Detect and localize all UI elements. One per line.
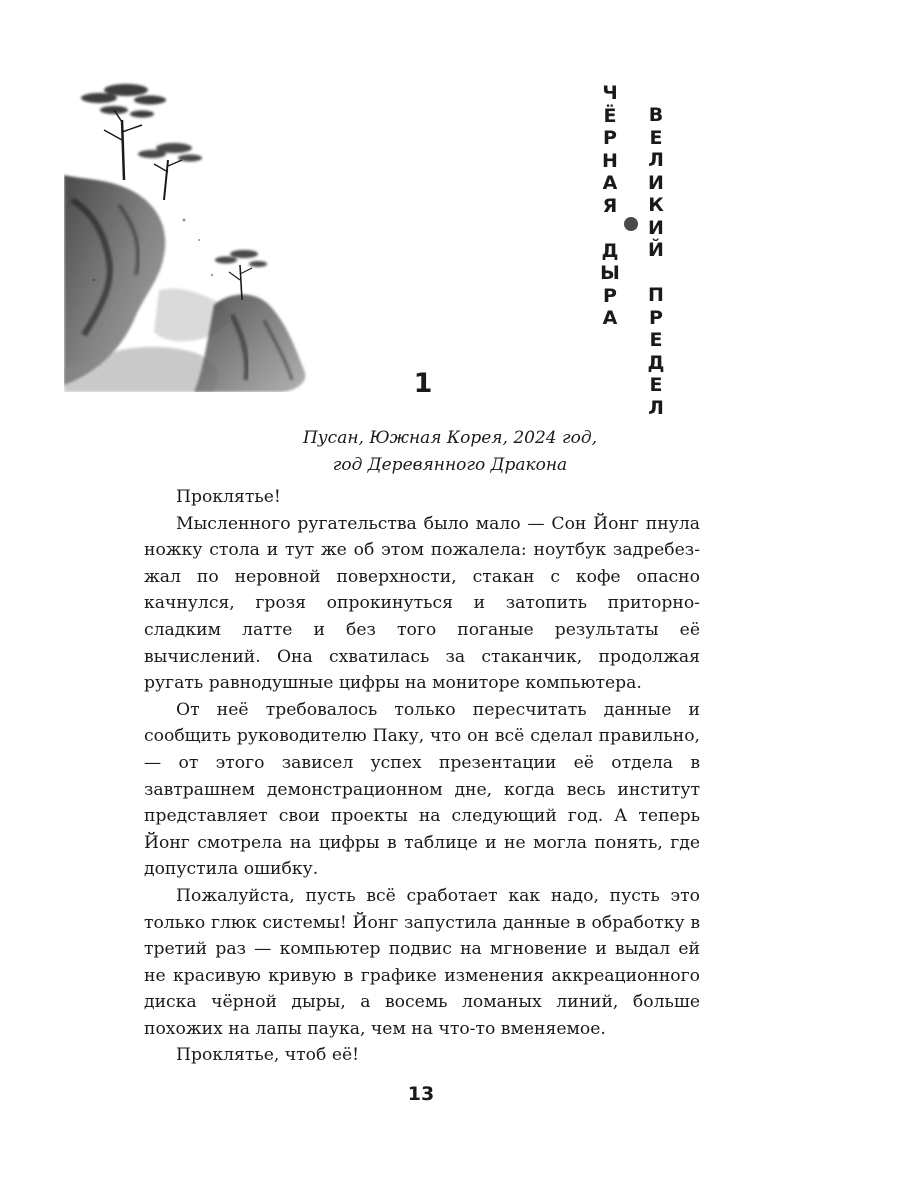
title-letter: И (648, 216, 664, 239)
chapter-body (144, 484, 700, 1069)
title-letter: Ч (602, 82, 618, 104)
title-letter: Д (647, 351, 665, 374)
paragraph: Проклятье! (176, 487, 281, 507)
title-letter: И (648, 171, 664, 194)
title-letter: Е (649, 329, 663, 351)
title-letter: Е (649, 126, 663, 149)
title-letter: Н (602, 149, 618, 172)
epigraph-line: год Деревянного Дракона (332, 455, 568, 475)
paragraph: Мысленного ругательства было мало — Сон Йонг пнула ножку стола и тут же об этом пожалела: ноутбук задребезжал по неровной поверхности, стакан с кофе опасно качнулся, грозя опрокинуться и затопить приторно-сладким латте и без того поганые результаты её вычислений. Она схватилась за стаканчик, продолжая ругать равнодушные цифры на мониторе компьютера. (144, 513, 700, 694)
title-letter: Р (603, 127, 617, 149)
title-letter: Ё (603, 104, 617, 127)
title-letter: Й (648, 239, 664, 261)
epigraph-line: Пусан, Южная Корея, 2024 год, (302, 428, 598, 448)
page-number: 13 (407, 1083, 435, 1105)
title-letter: П (648, 284, 664, 306)
paragraph: От неё требовалось только пересчитать данные и сообщить руководителю Паку, что он всё сделал правильно, — от этого зависел успех презентации её отдела в завтрашнем демонстрационном дне, когда весь институт представляет свои проекты на следующий год. А теперь Йонг смотрела на цифры в таблице и не могла понять, где допустила ошибку. (144, 699, 700, 880)
title-letter: Я (602, 194, 618, 217)
title-letter: А (602, 172, 618, 194)
title-separator-dot (624, 217, 638, 231)
ink-landscape-illustration (64, 80, 354, 392)
title-letter: А (602, 307, 618, 329)
chapter-epigraph (150, 425, 750, 479)
book-title-vertical-part2 (643, 104, 669, 419)
paragraph: Проклятье, чтоб её! (176, 1045, 360, 1066)
book-title-vertical-part1 (597, 82, 623, 330)
title-letter: К (648, 194, 664, 216)
title-letter: Л (648, 149, 664, 171)
title-letter: В (648, 104, 664, 126)
title-letter: Е (649, 374, 663, 396)
title-letter: Д (601, 239, 619, 262)
title-letter: Ы (600, 262, 620, 284)
title-letter: Л (648, 396, 664, 419)
title-letter: Р (603, 284, 617, 307)
paragraph: Пожалуйста, пусть всё сработает как надо, пусть это только глюк системы! Йонг запустила данные в обработку в третий раз — компьютер подвис на мгновение и выдал ей не красивую кривую в графике изменения аккреационного диска чёрной дыры, а восемь ломаных линий, больше похожих на лапы паука, чем на что-то вменяемое. (144, 885, 700, 1039)
chapter-number: 1 (413, 368, 433, 399)
title-letter: Р (649, 306, 663, 329)
